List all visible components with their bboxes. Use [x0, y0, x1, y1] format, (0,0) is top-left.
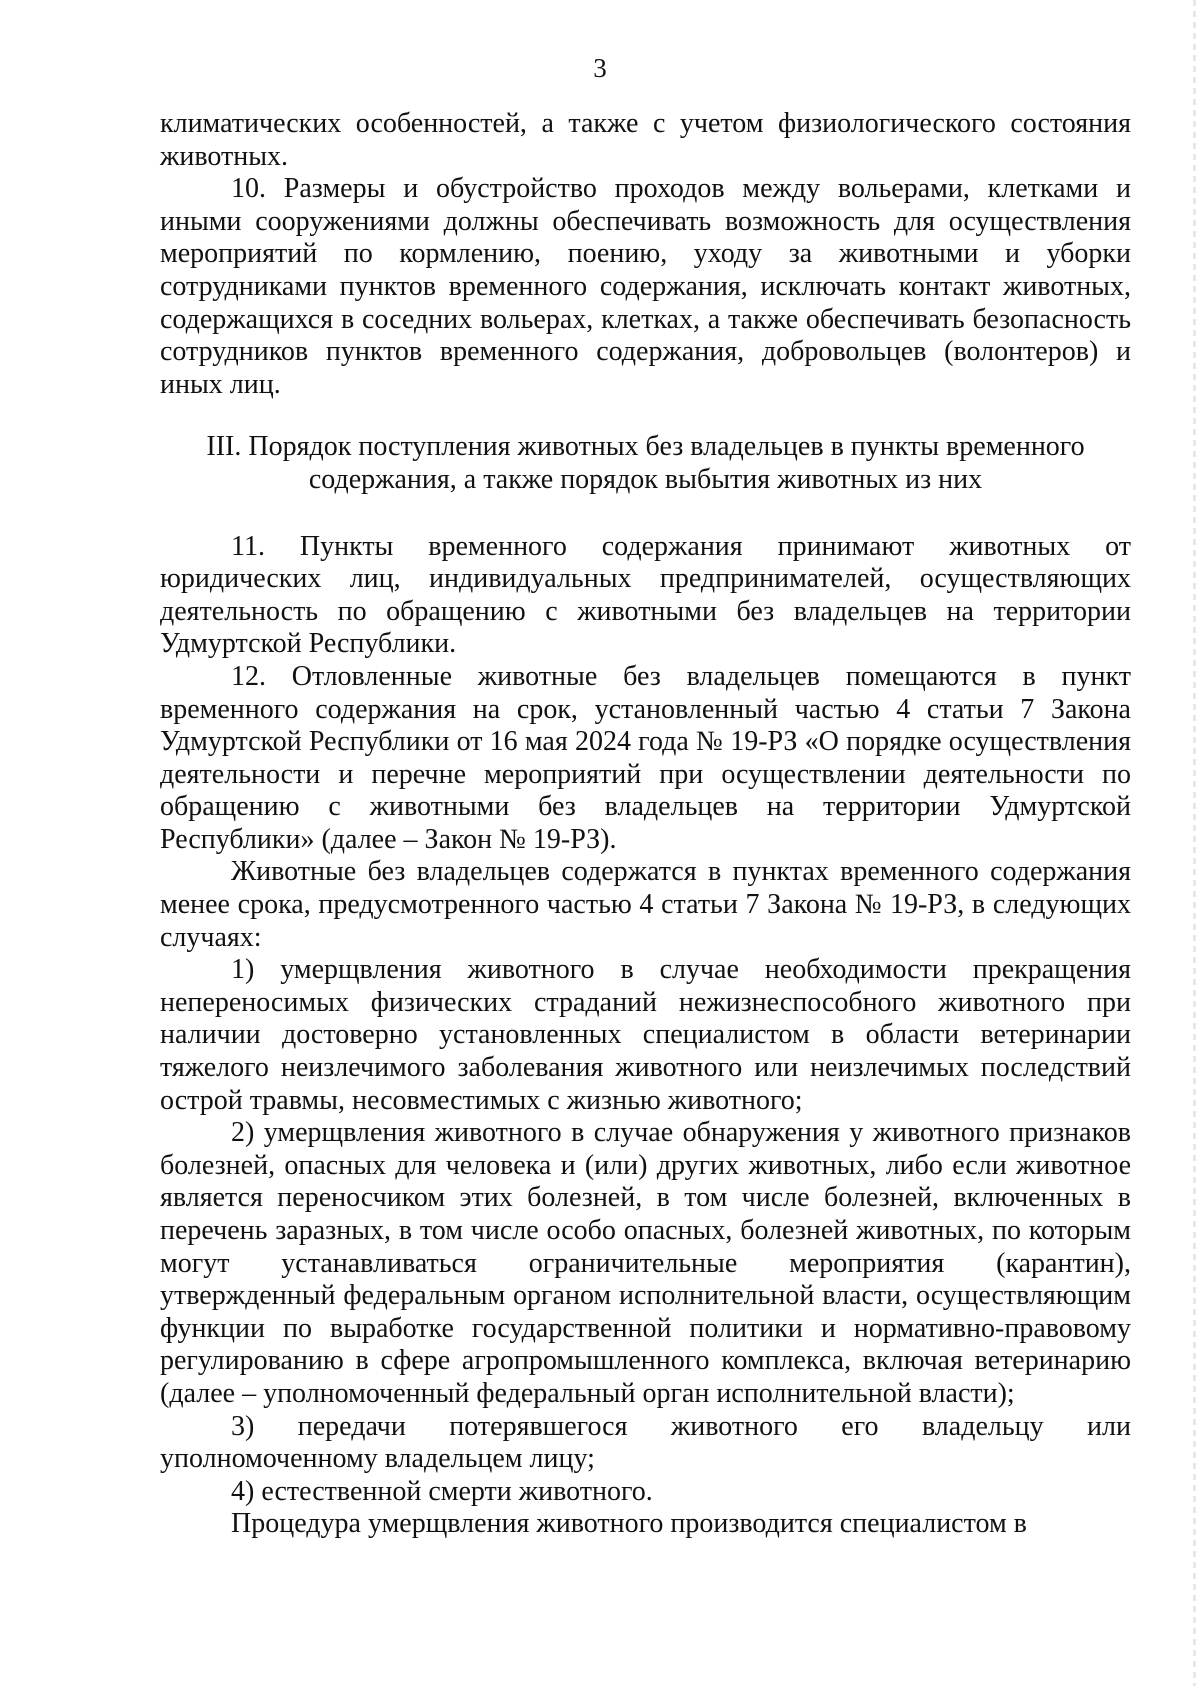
- list-item-3: 3) передачи потерявшегося животного его владельцу или уполномоченному владельцем лицу;: [160, 1410, 1131, 1475]
- document-body: [160, 108, 1131, 1541]
- paragraph-cases-intro: Животные без владельцев содержатся в пунктах временного содержания менее срока, предусмотренного частью 4 статьи 7 Закона № 19-РЗ, в следующих случаях:: [160, 856, 1131, 953]
- paragraph-item-11: 11. Пункты временного содержания принимают животных от юридических лиц, индивидуальных предпринимателей, осуществляющих деятельность по обращению с животными без владельцев на территории Удмуртской Республики.: [160, 530, 1131, 660]
- scan-edge-artifact: [1193, 0, 1196, 1686]
- section-heading-iii: III. Порядок поступления животных без владельцев в пункты временного содержания, а также порядок выбытия животных из них: [206, 431, 1085, 495]
- paragraph-item-12: 12. Отловленные животные без владельцев помещаются в пункт временного содержания на срок, установленный частью 4 статьи 7 Закона Удмуртской Республики от 16 мая 2024 года № 19-РЗ «О порядке осуществления деятельности и перечне мероприятий при осуществлении деятельности по обращению с животными без владельцев на территории Удмуртской Республики» (далее – Закон № 19-РЗ).: [160, 660, 1131, 855]
- paragraph-item-10: 10. Размеры и обустройство проходов между вольерами, клетками и иными сооружениями должны обеспечивать возможность для осуществления мероприятий по кормлению, поению, уходу за животными и уборки сотрудниками пунктов временного содержания, исключать контакт животных, содержащихся в соседних вольерах, клетках, а также обеспечивать безопасность сотрудников пунктов временного содержания, добровольцев (волонтеров) и иных лиц.: [160, 173, 1131, 400]
- list-item-1: 1) умерщвления животного в случае необходимости прекращения непереносимых физических страданий нежизнеспособного животного при наличии достоверно установленных специалистом в области ветеринарии тяжелого неизлечимого заболевания животного или неизлечимых последствий острой травмы, несовместимых с жизнью животного;: [160, 954, 1131, 1116]
- list-item-4: 4) естественной смерти животного.: [231, 1475, 653, 1507]
- paragraph-continuation: климатических особенностей, а также с учетом физиологического состояния животных.: [160, 108, 1131, 172]
- list-item-2: 2) умерщвления животного в случае обнаружения у животного признаков болезней, опасных для человека и (или) других животных, либо если животное является переносчиком этих болезней, в том числе болезней, включенных в перечень заразных, в том числе особо опасных, болезней животных, по которым могут устанавливаться ограничительные мероприятия (карантин), утвержденный федеральным органом исполнительной власти, осуществляющим функции по выработке государственной политики и нормативно-правовому регулированию в сфере агропромышленного комплекса, включая ветеринарию (далее – уполномоченный федеральный орган исполнительной власти);: [160, 1117, 1131, 1409]
- paragraph-procedure: Процедура умерщвления животного производится специалистом в: [231, 1508, 1027, 1540]
- page-number: 3: [593, 53, 607, 83]
